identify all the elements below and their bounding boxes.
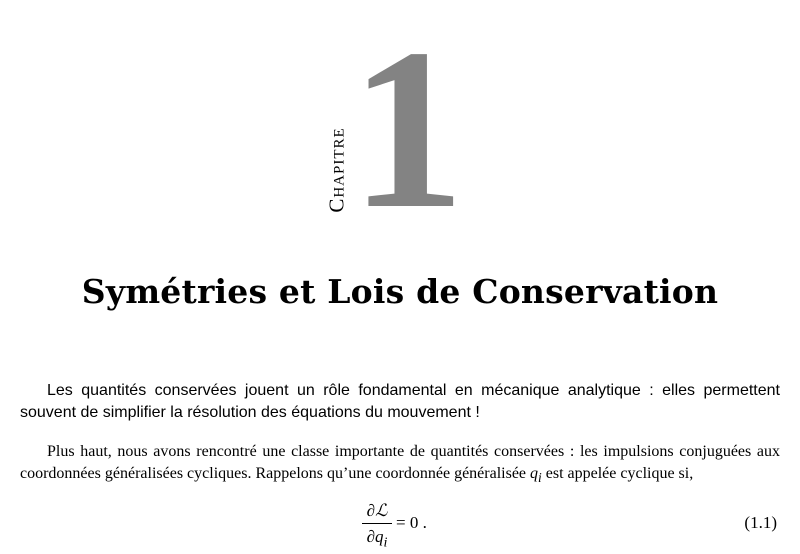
math-subscript-i: i [538, 470, 542, 486]
fraction-denominator-var: ∂q [366, 527, 384, 546]
chapter-label: Chapitre [324, 127, 349, 213]
fraction-denominator-sub: i [383, 534, 388, 551]
chapter-title: Symétries et Lois de Conservation [81, 272, 719, 311]
fraction-bar [362, 523, 392, 524]
equation-rhs: = 0 . [396, 513, 427, 532]
chapter-number: 1 [350, 1, 465, 256]
paragraph-cyclic [20, 441, 780, 489]
fraction-numerator: ∂ℒ [366, 501, 388, 520]
paragraph-intro: Les quantités conservées jouent un rôle fondamental en mécanique analytique : elles permettent souvent de simplifier la résolution des équations du mouvement ! [20, 382, 780, 421]
paragraph-cyclic-text-before: Plus haut, nous avons rencontré une classe importante de quantités conservées : les impulsions conjuguées aux coordonnées généralisées cycliques. Rappelons qu’une coordonnée généralisée [20, 443, 780, 482]
equation [0, 500, 800, 552]
paragraph-cyclic-text-after: est appelée cyclique si, [541, 465, 694, 482]
fraction-denominator [362, 526, 392, 551]
equation-number: (1.1) [744, 513, 777, 532]
fraction [362, 500, 392, 551]
math-variable-q: q [530, 465, 539, 482]
